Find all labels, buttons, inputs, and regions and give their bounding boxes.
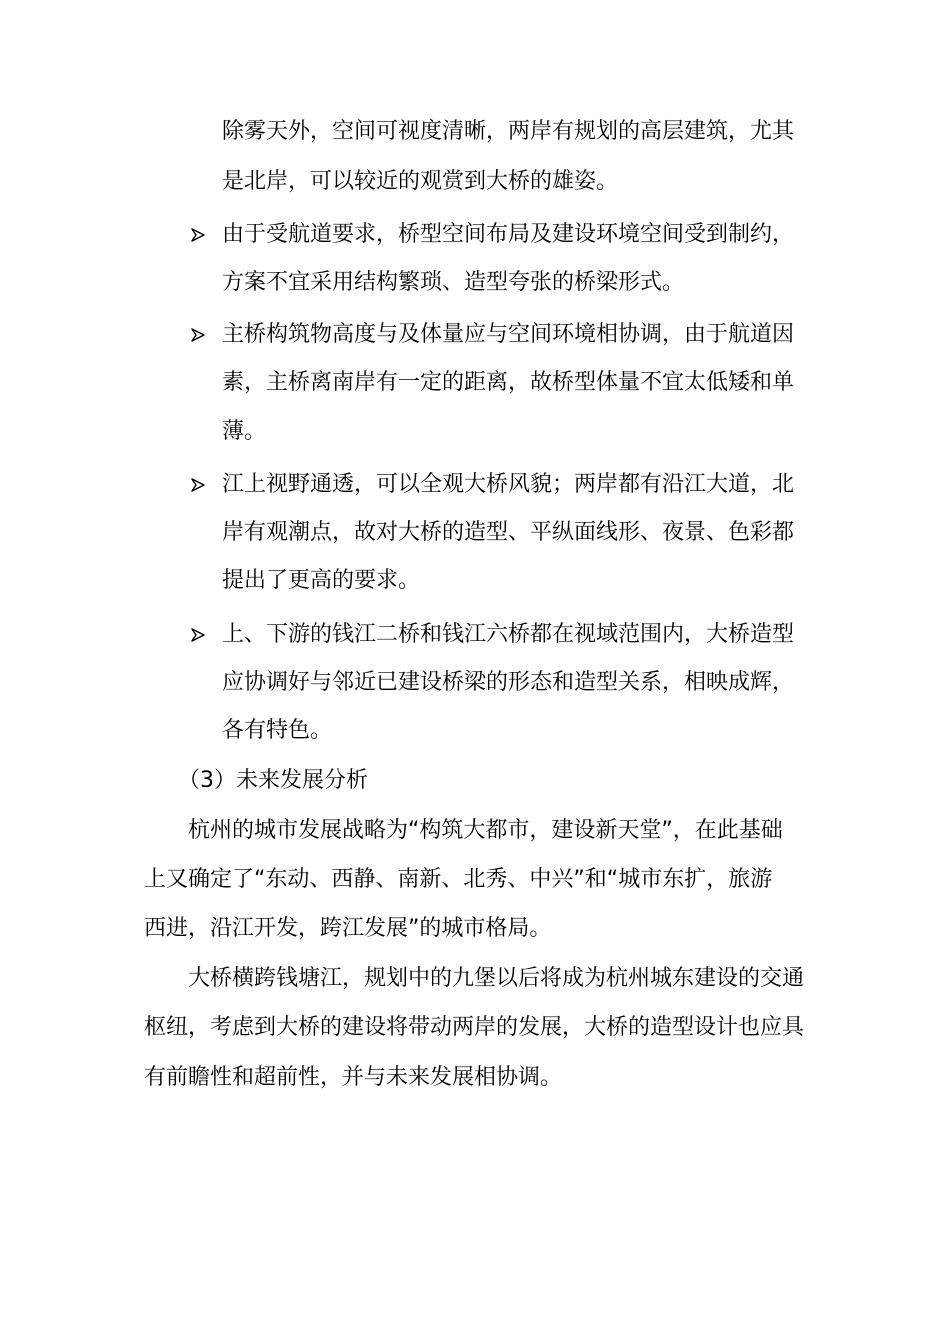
bullet-line: 提出了更高的要求。 xyxy=(222,568,421,593)
bullet-line: 上、下游的钱江二桥和钱江六桥都在视域范围内，大桥造型 xyxy=(222,622,795,647)
section-heading: （3）未来发展分析 xyxy=(178,768,368,793)
bullet-line: 薄。 xyxy=(222,419,267,444)
arrowhead-bullet-icon xyxy=(188,470,208,500)
arrowhead-bullet-icon xyxy=(188,620,208,650)
paragraph-line: 上又确定了“东动、西静、南新、北秀、中兴”和“城市东扩，旅游 xyxy=(144,867,773,892)
bullet-line: 江上视野通透，可以全观大桥风貌；两岸都有沿江大道，北 xyxy=(222,472,795,497)
continuation-line: 是北岸，可以较近的观赏到大桥的雄姿。 xyxy=(222,169,619,194)
paragraph-line: 杭州的城市发展战略为“构筑大都市，建设新天堂”，在此基础 xyxy=(188,818,783,843)
arrowhead-bullet-icon xyxy=(188,320,208,350)
continuation-line: 除雾天外，空间可视度清晰，两岸有规划的高层建筑，尤其 xyxy=(222,119,795,144)
bullet-line: 主桥构筑物高度与及体量应与空间环境相协调，由于航道因 xyxy=(222,322,795,347)
bullet-line: 方案不宜采用结构繁琐、造型夸张的桥梁形式。 xyxy=(222,270,685,295)
arrowhead-bullet-icon xyxy=(188,220,208,250)
paragraph-line: 大桥横跨钱塘江，规划中的九堡以后将成为杭州城东建设的交通 xyxy=(188,966,805,991)
bullet-line: 应协调好与邻近已建设桥梁的形态和造型关系，相映成辉， xyxy=(222,670,795,695)
paragraph-line: 西进，沿江开发，跨江发展”的城市格局。 xyxy=(144,916,552,941)
paragraph-line: 有前瞻性和超前性，并与未来发展相协调。 xyxy=(144,1065,563,1090)
bullet-line: 岸有观潮点，故对大桥的造型、平纵面线形、夜景、色彩都 xyxy=(222,520,795,545)
bullet-line: 由于受航道要求，桥型空间布局及建设环境空间受到制约， xyxy=(222,222,795,247)
bullet-line: 素，主桥离南岸有一定的距离，故桥型体量不宜太低矮和单 xyxy=(222,370,795,395)
bullet-line: 各有特色。 xyxy=(222,718,333,743)
paragraph-line: 枢纽，考虑到大桥的建设将带动两岸的发展，大桥的造型设计也应具 xyxy=(144,1015,805,1040)
